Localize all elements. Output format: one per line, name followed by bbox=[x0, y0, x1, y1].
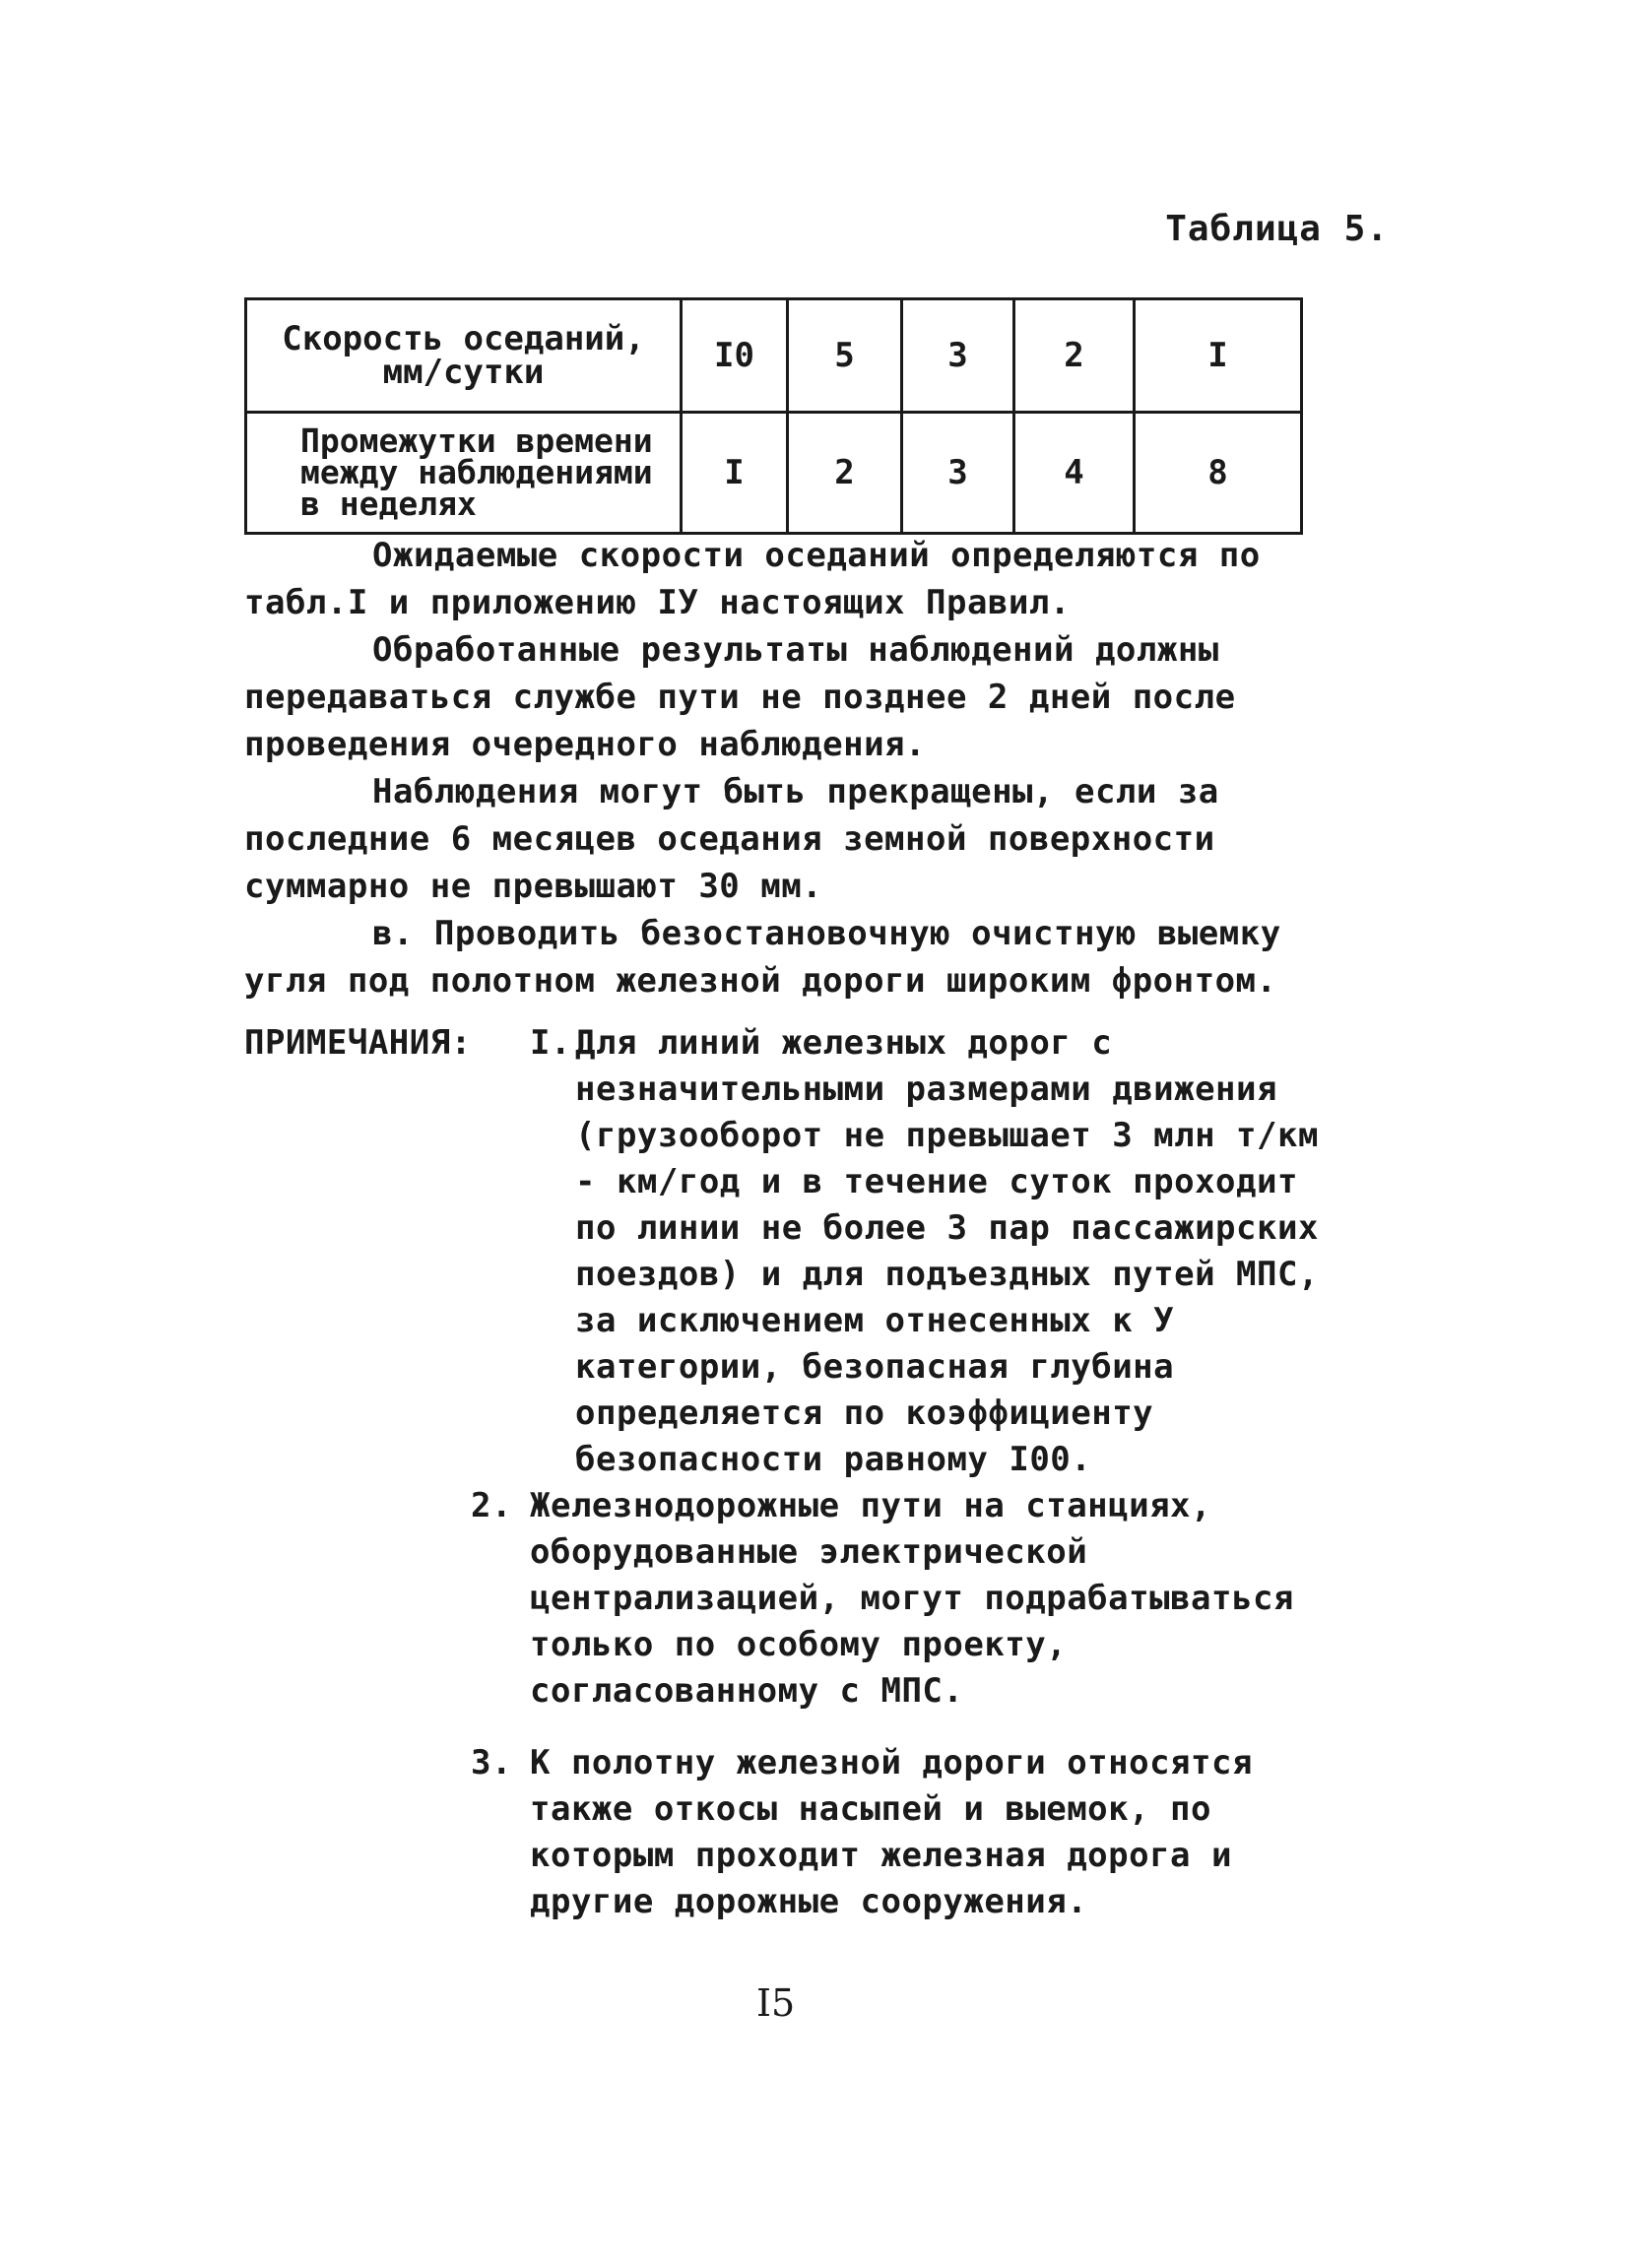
row-header: Скорость оседаний, мм/сутки bbox=[246, 299, 682, 413]
table-row bbox=[246, 413, 1302, 534]
table-cell: 2 bbox=[788, 413, 902, 534]
note-text: Железнодорожные пути на станциях, оборудованные электрической централизацией, могут подрабатываться только по особому проекту, согласованному с МПС. bbox=[530, 1486, 1294, 1711]
notes-heading: ПРИМЕЧАНИЯ: bbox=[244, 1023, 472, 1063]
notes-section bbox=[244, 1020, 1357, 1925]
paragraph-text: Наблюдения могут быть прекращены, если за последние 6 месяцев оседания земной поверхности суммарно не превышают 30 мм. bbox=[244, 772, 1219, 906]
table-cell: I0 bbox=[682, 299, 788, 413]
note-item bbox=[244, 1020, 1357, 1483]
table-cell: 3 bbox=[902, 299, 1014, 413]
paragraph bbox=[244, 768, 1357, 910]
table-label: Таблица 5. bbox=[1165, 209, 1389, 249]
table-cell: 4 bbox=[1014, 413, 1135, 534]
table-cell: 5 bbox=[788, 299, 902, 413]
page-number: I5 bbox=[756, 1981, 796, 2025]
paragraph-text: Обработанные результаты наблюдений должны передаваться службе пути не позднее 2 дней после проведения очередного наблюдения. bbox=[244, 630, 1236, 764]
paragraph-text: Ожидаемые скорости оседаний определяются по табл.I и приложению IУ настоящих Правил. bbox=[244, 536, 1261, 622]
row-header: Промежутки времени между наблюдениями в неделях bbox=[246, 413, 682, 534]
settlement-table bbox=[244, 297, 1303, 535]
note-item bbox=[244, 1483, 1357, 1715]
note-text: К полотну железной дороги относятся также откосы насыпей и выемок, по которым проходит железная дорога и другие дорожные сооружения. bbox=[530, 1743, 1253, 1921]
table-row bbox=[246, 299, 1302, 413]
paragraph bbox=[244, 910, 1357, 1004]
table-cell: 8 bbox=[1135, 413, 1302, 534]
paragraph-text: в. Проводить безостановочную очистную выемку угля под полотном железной дороги широким фронтом. bbox=[244, 914, 1281, 1001]
note-item bbox=[244, 1740, 1357, 1925]
note-number: I. bbox=[530, 1023, 571, 1063]
paragraph bbox=[244, 532, 1357, 626]
table-cell: 3 bbox=[902, 413, 1014, 534]
table-cell: I bbox=[1135, 299, 1302, 413]
table-cell: 2 bbox=[1014, 299, 1135, 413]
note-number: 2. bbox=[471, 1486, 512, 1525]
paragraph bbox=[244, 626, 1357, 768]
note-number: 3. bbox=[471, 1743, 512, 1782]
note-text: Для линий железных дорог с незначительными размерами движения (грузооборот не превышает 3 млн т/км - км/год и в течение суток проходит по линии не более 3 пар пассажирских поездов) и для подъездных путей МПС, за исключением отнесенных к У категории, безопасная глубина определяется по коэффициенту безопасности равному I00. bbox=[575, 1023, 1319, 1479]
table-cell: I bbox=[682, 413, 788, 534]
